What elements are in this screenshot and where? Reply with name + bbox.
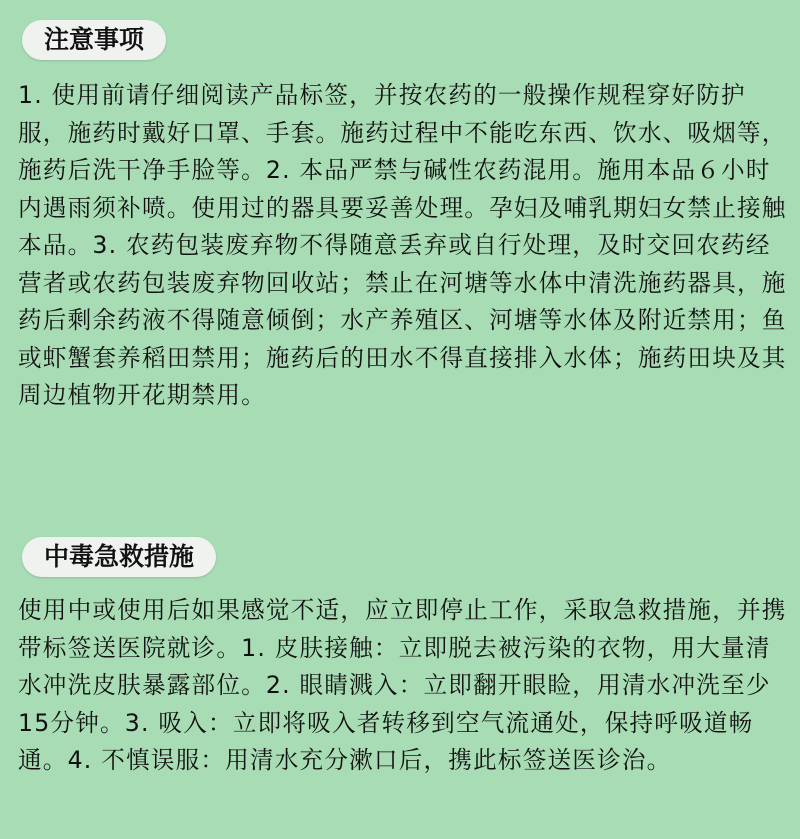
- first-aid-title: 中毒急救措施: [22, 537, 216, 577]
- precautions-title: 注意事项: [22, 20, 166, 60]
- precautions-text: 1. 使用前请仔细阅读产品标签，并按农药的一般操作规程穿好防护服，施药时戴好口罩、手套。施药过程中不能吃东西、饮水、吸烟等，施药后洗干净手脸等。2. 本品严禁与碱性农药混用。施用本品６小时内遇雨须补喷。使用过的器具要妥善处理。孕妇及哺乳期妇女禁止接触本品。3. 农药包装废弃物不得随意丢弃或自行处理，及时交回农药经营者或农药包装废弃物回收站；禁止在河塘等水体中清洗施药器具，施药后剩余药液不得随意倾倒；水产养殖区、河塘等水体及附近禁用；鱼或虾蟹套养稻田禁用；施药后的田水不得直接排入水体；施药田块及其周边植物开花期禁用。: [18, 81, 787, 409]
- first-aid-text: 使用中或使用后如果感觉不适，应立即停止工作，采取急救措施，并携带标签送医院就诊。1. 皮肤接触：立即脱去被污染的衣物，用大量清水冲洗皮肤暴露部位。2. 眼睛溅入：立即翻开眼睑，用清水冲洗至少15分钟。3. 吸入：立即将吸入者转移到空气流通处，保持呼吸道畅通。4. 不慎误服：用清水充分漱口后，携此标签送医诊治。: [18, 596, 787, 774]
